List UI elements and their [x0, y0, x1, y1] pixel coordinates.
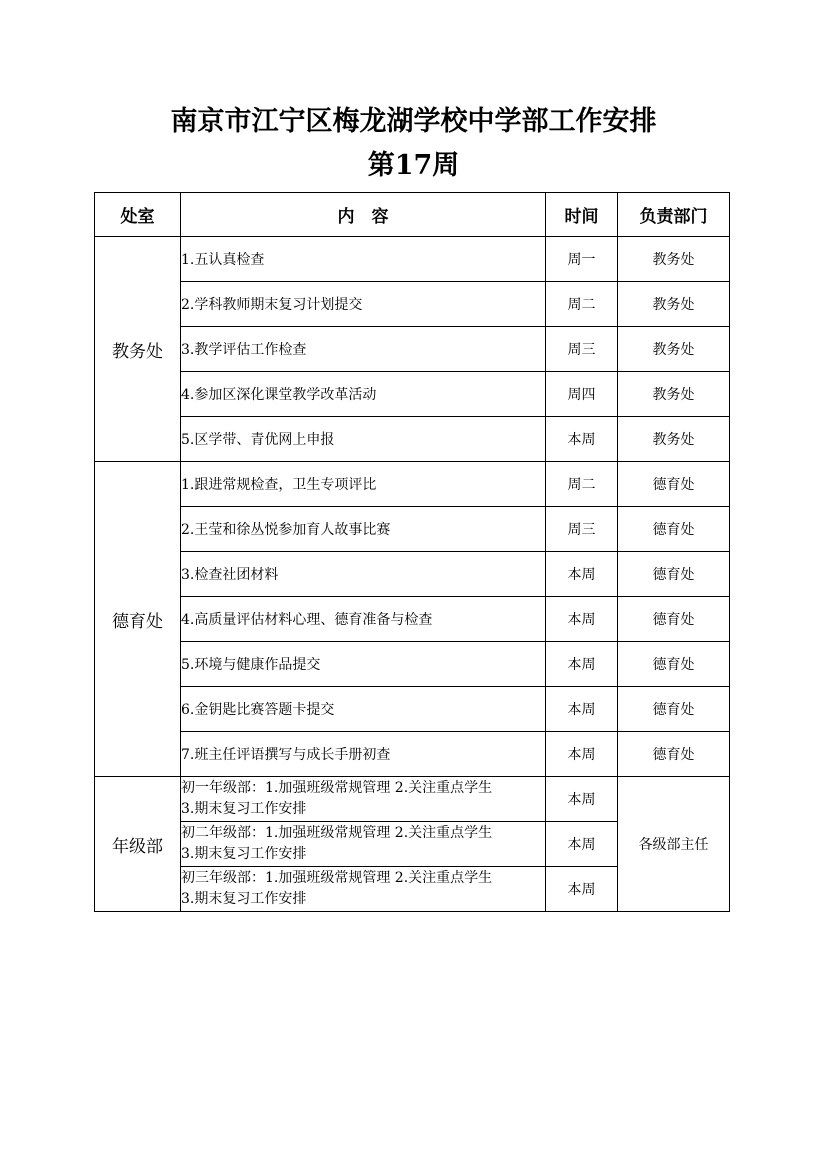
content-line: 初三年级部：1.加强班级常规管理 2.关注重点学生	[181, 870, 493, 886]
responsible-cell: 德育处	[618, 687, 730, 732]
table-row	[95, 417, 730, 462]
responsible-cell-nianji: 各级部主任	[618, 777, 730, 912]
content-line: 3.期末复习工作安排	[181, 891, 307, 907]
table-row	[95, 282, 730, 327]
page-title: 南京市江宁区梅龙湖学校中学部工作安排	[170, 106, 657, 137]
week-title: 第17周	[367, 150, 460, 181]
time-cell: 周一	[546, 237, 618, 282]
table-row	[95, 462, 730, 507]
time-cell: 周三	[546, 327, 618, 372]
time-cell: 本周	[546, 597, 618, 642]
schedule-table	[94, 192, 730, 912]
dept-cell-nianji: 年级部	[95, 777, 181, 912]
content-cell: 2.王莹和徐丛悦参加育人故事比赛	[181, 507, 546, 552]
responsible-cell: 德育处	[618, 732, 730, 777]
content-cell: 7.班主任评语撰写与成长手册初查	[181, 732, 546, 777]
responsible-cell: 教务处	[618, 282, 730, 327]
time-cell: 周三	[546, 507, 618, 552]
header-content: 内 容	[181, 193, 546, 237]
responsible-cell: 德育处	[618, 552, 730, 597]
content-cell: 3.检查社团材料	[181, 552, 546, 597]
table-row	[95, 507, 730, 552]
responsible-cell: 德育处	[618, 642, 730, 687]
content-cell	[181, 777, 546, 822]
time-cell: 周四	[546, 372, 618, 417]
time-cell: 本周	[546, 687, 618, 732]
dept-cell-jiaowu: 教务处	[95, 237, 181, 462]
responsible-cell: 德育处	[618, 507, 730, 552]
table-row	[95, 327, 730, 372]
time-cell: 本周	[546, 552, 618, 597]
content-cell: 1.五认真检查	[181, 237, 546, 282]
time-cell: 周二	[546, 282, 618, 327]
responsible-cell: 德育处	[618, 462, 730, 507]
table-row	[95, 687, 730, 732]
time-cell: 本周	[546, 822, 618, 867]
header-time: 时间	[546, 193, 618, 237]
content-cell: 4.参加区深化课堂教学改革活动	[181, 372, 546, 417]
table-row	[95, 732, 730, 777]
content-line: 初一年级部：1.加强班级常规管理 2.关注重点学生	[181, 780, 493, 796]
header-responsible: 负责部门	[618, 193, 730, 237]
responsible-cell: 教务处	[618, 327, 730, 372]
content-line: 初二年级部：1.加强班级常规管理 2.关注重点学生	[181, 825, 493, 841]
time-cell: 周二	[546, 462, 618, 507]
table-row	[95, 597, 730, 642]
table-header-row	[95, 193, 730, 237]
dept-cell-deyu: 德育处	[95, 462, 181, 777]
content-line: 3.期末复习工作安排	[181, 801, 307, 817]
responsible-cell: 教务处	[618, 417, 730, 462]
content-cell: 1.跟进常规检查，卫生专项评比	[181, 462, 546, 507]
content-cell: 5.环境与健康作品提交	[181, 642, 546, 687]
content-cell	[181, 867, 546, 912]
table-row	[95, 777, 730, 822]
time-cell: 本周	[546, 642, 618, 687]
content-cell	[181, 822, 546, 867]
content-cell: 3.教学评估工作检查	[181, 327, 546, 372]
content-cell: 4.高质量评估材料心理、德育准备与检查	[181, 597, 546, 642]
content-line: 3.期末复习工作安排	[181, 846, 307, 862]
time-cell: 本周	[546, 417, 618, 462]
header-dept: 处室	[95, 193, 181, 237]
time-cell: 本周	[546, 867, 618, 912]
time-cell: 本周	[546, 732, 618, 777]
content-cell: 5.区学带、青优网上申报	[181, 417, 546, 462]
responsible-cell: 教务处	[618, 372, 730, 417]
table-row	[95, 372, 730, 417]
responsible-cell: 教务处	[618, 237, 730, 282]
content-cell: 2.学科教师期末复习计划提交	[181, 282, 546, 327]
table-row	[95, 642, 730, 687]
responsible-cell: 德育处	[618, 597, 730, 642]
table-row	[95, 237, 730, 282]
table-row	[95, 552, 730, 597]
content-cell: 6.金钥匙比赛答题卡提交	[181, 687, 546, 732]
time-cell: 本周	[546, 777, 618, 822]
